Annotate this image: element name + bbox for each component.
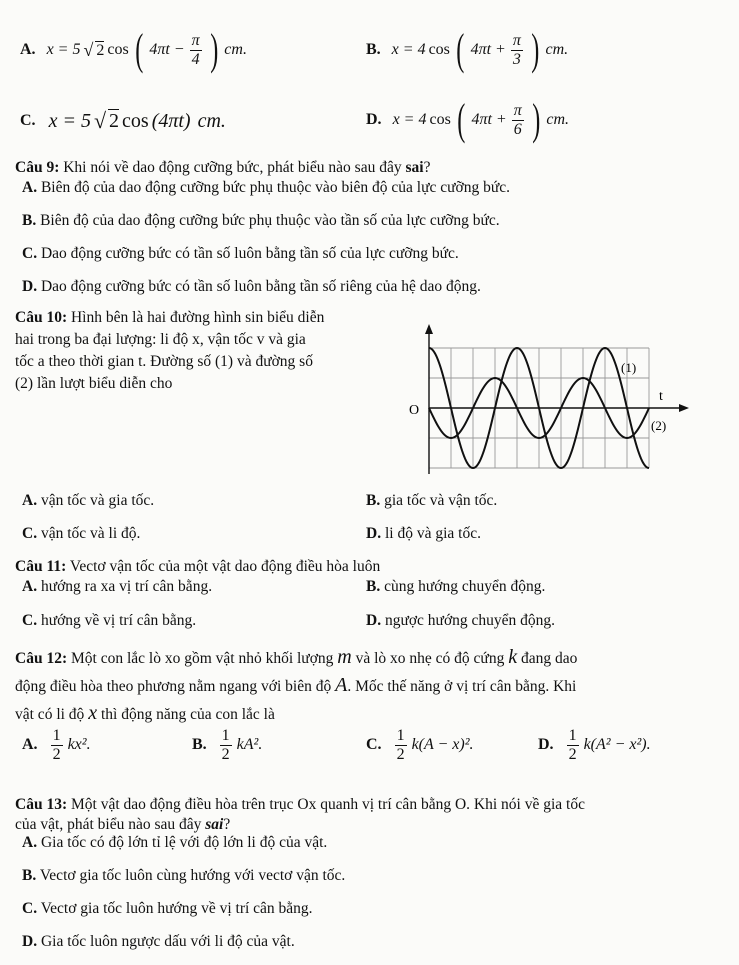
q10-option-b[interactable] <box>366 492 497 510</box>
q11-option-c[interactable] <box>22 612 196 630</box>
option-letter: D. <box>366 612 382 629</box>
half-fraction: $\frac{1}{2}$ <box>52 727 61 763</box>
option-letter: B. <box>366 492 381 509</box>
question-label: Câu 11: <box>15 558 67 575</box>
q12-option-b[interactable] <box>192 727 262 763</box>
amplitude-symbol: A <box>335 674 348 696</box>
question-text: động điều hòa theo phương nằm ngang với biên độ <box>15 678 336 695</box>
question-end: ? <box>423 159 431 176</box>
option-text: vận tốc và gia tốc. <box>40 492 155 509</box>
question-emphasis: sai <box>405 159 424 176</box>
t-axis-arrow <box>679 404 689 412</box>
q12-option-d[interactable] <box>538 727 651 763</box>
q10-option-c[interactable] <box>22 525 140 543</box>
option-text: ngược hướng chuyển động. <box>384 612 556 629</box>
unit: cm. <box>197 109 226 132</box>
cos-function: cos <box>107 41 129 58</box>
question-text-line: tốc a theo thời gian t. Đường số (1) và đường số <box>15 353 313 370</box>
option-letter: B. <box>22 867 37 884</box>
option-letter: C. <box>22 245 38 262</box>
option-letter: A. <box>22 179 38 196</box>
t-axis-label: t <box>659 389 663 404</box>
q8-option-b[interactable]: B. x = 4 cos ( 4πt + $\frac{\pi}{3}$ ) cm. <box>366 25 569 74</box>
phase-fraction: $\frac{\pi}{3}$ <box>512 31 521 68</box>
question-label: Câu 13: <box>15 796 68 813</box>
coefficient: 4 <box>418 111 427 128</box>
q13-option-c[interactable] <box>22 900 313 918</box>
question-text: Một vật dao động điều hòa trên trục Ox quanh vị trí cân bằng O. Khi nói về gia tốc <box>67 796 585 813</box>
coefficient: 4 <box>417 41 426 58</box>
curve-2-label: (2) <box>651 418 667 433</box>
question-text: Một con lắc lò xo gồm vật nhỏ khối lượng <box>67 650 338 667</box>
option-letter: D. <box>22 933 38 950</box>
unit: cm. <box>224 41 247 58</box>
option-text: hướng ra xa vị trí cân bằng. <box>40 578 213 595</box>
question-text: và lò xo nhẹ có độ cứng <box>351 650 509 667</box>
y-axis-arrow <box>425 324 433 334</box>
q11-option-b[interactable] <box>366 578 545 596</box>
phase-expression: 4πt + <box>470 41 506 58</box>
radicand: 2 <box>96 41 105 59</box>
phase-fraction: $\frac{\pi}{6}$ <box>513 101 522 138</box>
option-letter: D. <box>366 525 382 542</box>
q8-option-a[interactable]: A. x = 5 √ 2 cos ( 4πt − $\frac{\pi}{4}$ ) cm. <box>20 25 247 74</box>
mass-symbol: m <box>337 646 352 668</box>
half-fraction: $\frac{1}{2}$ <box>396 727 405 763</box>
phase-expression: 4πt + <box>471 111 507 128</box>
phase-expression: 4πt − <box>149 41 185 58</box>
option-text: Vectơ gia tốc luôn hướng về vị trí cân bằng. <box>40 900 313 917</box>
option-letter: C. <box>22 612 38 629</box>
option-letter: B. <box>366 578 381 595</box>
option-letter: D. <box>22 278 38 295</box>
half-fraction: $\frac{1}{2}$ <box>568 727 577 763</box>
question-text: Vectơ vận tốc của một vật dao động điều hòa luôn <box>66 558 381 575</box>
question-13 <box>15 795 585 835</box>
option-letter: A. <box>22 736 38 754</box>
q9-option-b[interactable] <box>22 212 500 230</box>
question-text: vật có li độ <box>15 706 89 723</box>
option-text: vận tốc và li độ. <box>40 525 141 542</box>
unit: cm. <box>546 111 570 128</box>
option-text: Gia tốc luôn ngược dấu với li độ của vật. <box>40 933 295 950</box>
question-text-line: Hình bên là hai đường hình sin biểu diễn <box>67 309 325 326</box>
cos-function: cos <box>122 109 149 132</box>
option-letter: A. <box>22 578 38 595</box>
q8-option-d[interactable]: D. x = 4 cos ( 4πt + $\frac{\pi}{6}$ ) cm. <box>366 95 570 144</box>
option-text: hướng về vị trí cân bằng. <box>40 612 197 629</box>
displacement-symbol: x <box>88 702 98 724</box>
option-letter: D. <box>366 111 382 128</box>
option-text: Dao động cưỡng bức có tần số luôn bằng tần số của lực cưỡng bức. <box>40 245 459 262</box>
option-text: li độ và gia tốc. <box>384 525 481 542</box>
question-end: ? <box>223 816 231 833</box>
question-text: Khi nói về dao động cưỡng bức, phát biểu nào sau đây <box>59 159 406 176</box>
question-11 <box>15 556 715 578</box>
option-letter: A. <box>20 41 36 58</box>
radicand: 2 <box>109 110 120 132</box>
q13-option-d[interactable] <box>22 933 295 951</box>
q13-option-b[interactable] <box>22 867 345 885</box>
option-letter: C. <box>22 525 38 542</box>
phase-expression: (4πt) <box>151 109 191 132</box>
half-fraction: $\frac{1}{2}$ <box>221 727 230 763</box>
question-text: thì động năng của con lắc là <box>97 706 275 723</box>
option-letter: B. <box>22 212 37 229</box>
question-emphasis: sai <box>205 816 224 833</box>
question-9 <box>15 157 715 179</box>
unit: cm. <box>545 41 569 58</box>
q12-option-a[interactable] <box>22 727 91 763</box>
question-12 <box>15 644 577 728</box>
option-expression: kx². <box>67 736 91 754</box>
origin-label: O <box>409 403 420 418</box>
option-text: Biên độ của dao động cưỡng bức phụ thuộc vào biên độ của lực cưỡng bức. <box>40 179 510 196</box>
option-letter: C. <box>366 736 382 754</box>
cos-function: cos <box>429 111 451 128</box>
question-text-line: (2) lần lượt biểu diễn cho <box>15 375 173 392</box>
q13-option-a[interactable] <box>22 834 327 852</box>
option-letter: A. <box>22 834 38 851</box>
option-expression: k(A − x)². <box>411 736 474 754</box>
q11-option-a[interactable] <box>22 578 212 596</box>
cos-function: cos <box>428 41 450 58</box>
option-text: Vectơ gia tốc luôn cùng hướng với vectơ vận tốc. <box>39 867 346 884</box>
option-text: gia tốc và vận tốc. <box>384 492 498 509</box>
question-label: Câu 12: <box>15 650 68 667</box>
q8-option-c[interactable]: C. x = 5 √ 2 cos (4πt) cm. <box>20 108 226 133</box>
option-letter: A. <box>22 492 38 509</box>
option-letter: B. <box>192 736 207 754</box>
question-text: . Mốc thế năng ở vị trí cân bằng. Khi <box>347 678 577 695</box>
coefficient: 5 <box>72 41 81 58</box>
q10-option-d[interactable] <box>366 525 481 543</box>
option-text: Dao động cưỡng bức có tần số luôn bằng tần số riêng của hệ dao động. <box>40 278 481 295</box>
q10-option-a[interactable] <box>22 492 154 510</box>
question-label: Câu 10: <box>15 309 68 326</box>
option-expression: kA². <box>236 736 263 754</box>
question-text: của vật, phát biểu nào sau đây <box>15 816 206 833</box>
curve-1-label: (1) <box>621 360 637 375</box>
sine-graph <box>405 322 695 480</box>
question-10 <box>15 307 324 395</box>
option-letter: B. <box>366 41 381 58</box>
option-letter: D. <box>538 736 554 754</box>
option-letter: C. <box>22 900 38 917</box>
question-label: Câu 9: <box>15 159 60 176</box>
coefficient: 5 <box>80 109 91 132</box>
option-letter: C. <box>20 112 36 129</box>
q12-option-c[interactable] <box>366 727 474 763</box>
option-text: Biên độ của dao động cưỡng bức phụ thuộc vào tần số của lực cưỡng bức. <box>40 212 500 229</box>
phase-fraction: $\frac{\pi}{4}$ <box>191 31 200 68</box>
question-text: đang dao <box>517 650 578 667</box>
option-text: Gia tốc có độ lớn tỉ lệ với độ lớn li độ của vật. <box>40 834 328 851</box>
option-text: cùng hướng chuyển động. <box>384 578 546 595</box>
q9-option-c[interactable] <box>22 245 459 263</box>
q9-option-d[interactable] <box>22 278 481 296</box>
question-text-line: hai trong ba đại lượng: li độ x, vận tốc v và gia <box>15 331 306 348</box>
option-expression: k(A² − x²). <box>583 736 651 754</box>
q9-option-a[interactable] <box>22 179 510 197</box>
stiffness-symbol: k <box>508 646 518 668</box>
q11-option-d[interactable] <box>366 612 555 630</box>
